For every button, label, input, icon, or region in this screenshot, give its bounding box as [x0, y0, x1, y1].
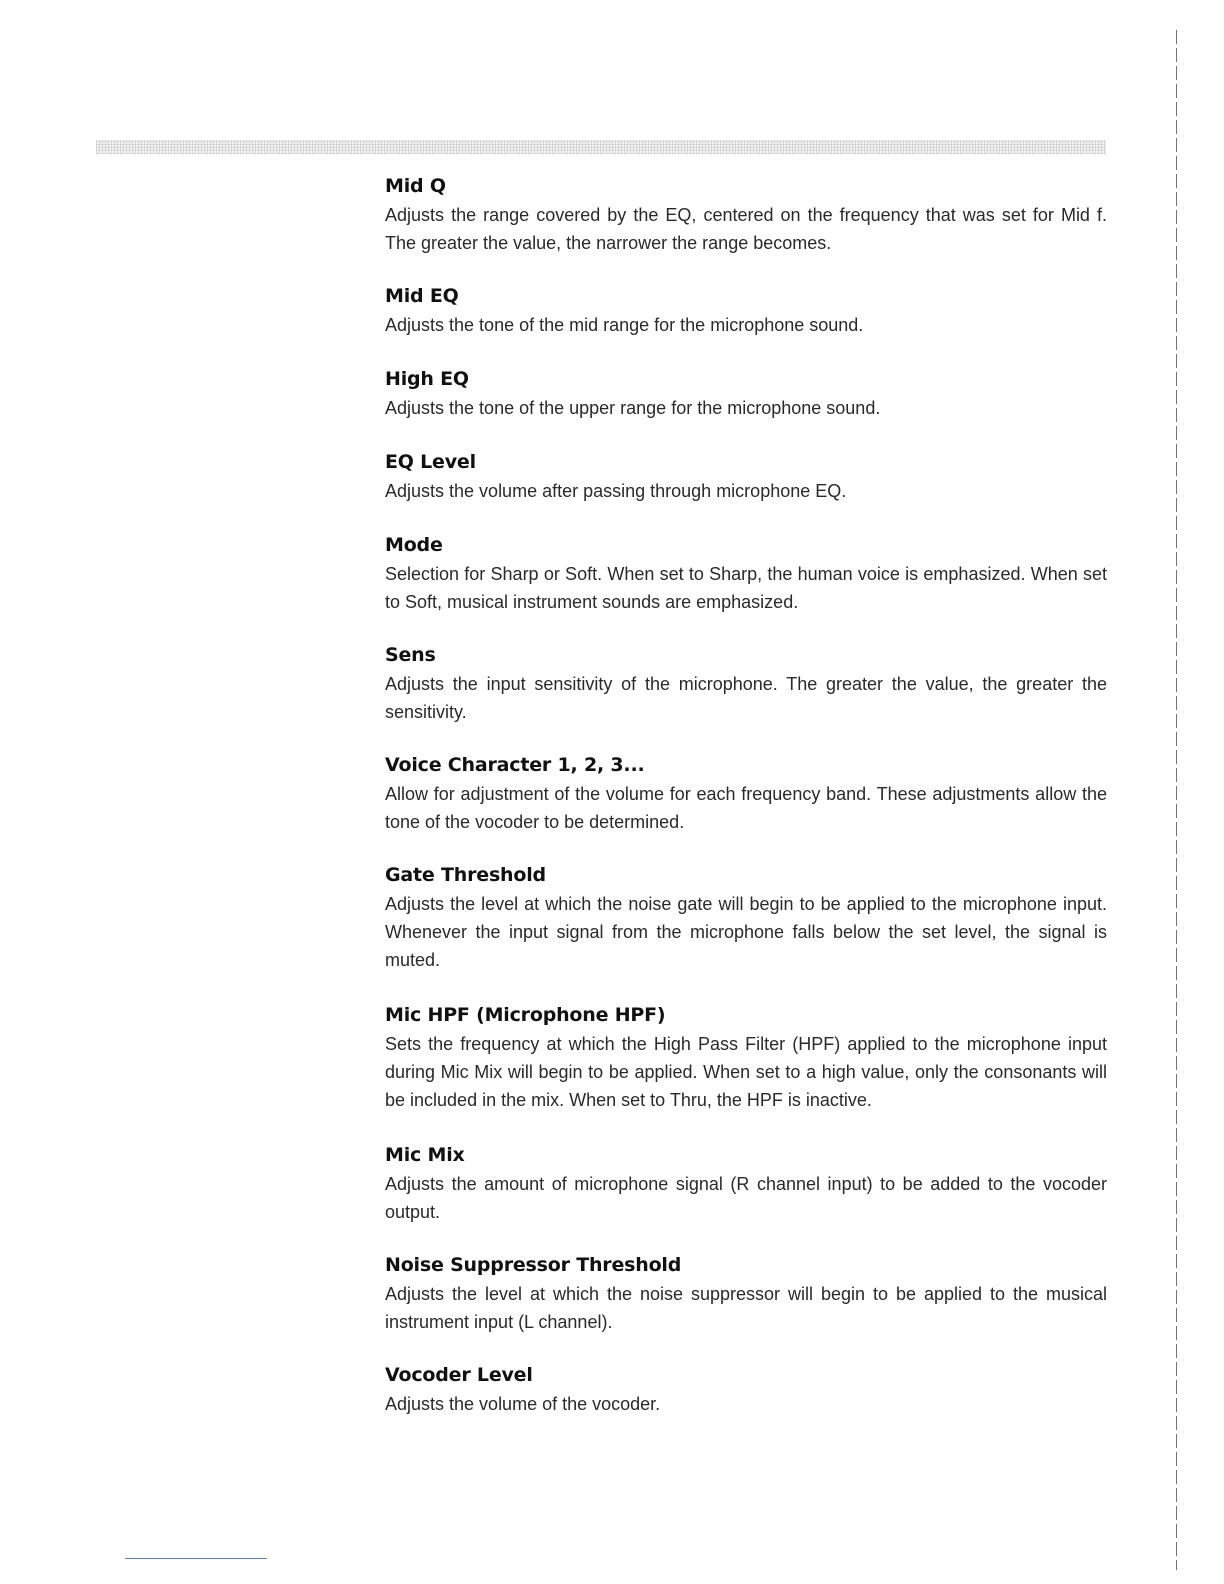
entry-title: High EQ: [385, 368, 469, 390]
entry-description: Selection for Sharp or Soft. When set to Sharp, the human voice is emphasized. When set to Soft, musical instrument sounds are emphasized.: [385, 564, 1107, 612]
entry-title: Vocoder Level: [385, 1364, 533, 1386]
entry-description: Adjusts the range covered by the EQ, centered on the frequency that was set for Mid f. The greater the value, the narrower the range becomes.: [385, 205, 1107, 253]
entry-description: Sets the frequency at which the High Pass Filter (HPF) applied to the microphone input during Mic Mix will begin to be applied. When set to a high value, only the consonants will be included in the mix. When set to Thru, the HPF is inactive.: [385, 1034, 1107, 1110]
entry-description: Adjusts the volume of the vocoder.: [385, 1394, 661, 1414]
entry-mic-mix: [385, 1143, 1107, 1253]
entry-high-eq: [385, 367, 1107, 450]
entry-voice-character: [385, 753, 1107, 863]
entry-description: Adjusts the tone of the mid range for the microphone sound.: [385, 315, 864, 335]
entry-eq-level: [385, 450, 1107, 533]
entry-title: Mode: [385, 534, 443, 556]
entry-description: Adjusts the volume after passing through microphone EQ.: [385, 481, 847, 501]
entry-description: Adjusts the amount of microphone signal (R channel input) to be added to the vocoder output.: [385, 1174, 1107, 1222]
entry-mode: [385, 533, 1107, 643]
entry-title: Mid EQ: [385, 285, 459, 307]
page-edge-shadow: [1176, 30, 1177, 1570]
header-rule: [96, 140, 1106, 154]
entry-title: Sens: [385, 644, 436, 666]
entry-description: Adjusts the input sensitivity of the microphone. The greater the value, the greater the sensitivity.: [385, 674, 1107, 722]
parameter-list: [385, 174, 1107, 1473]
entry-title: Mid Q: [385, 175, 446, 197]
entry-mid-eq: [385, 284, 1107, 367]
footer-rule: [125, 1558, 267, 1559]
entry-description: Adjusts the level at which the noise suppressor will begin to be applied to the musical instrument input (L channel).: [385, 1284, 1107, 1332]
entry-title: EQ Level: [385, 451, 476, 473]
entry-title: Mic Mix: [385, 1144, 465, 1166]
entry-title: Mic HPF (Microphone HPF): [385, 1004, 666, 1026]
entry-noise-suppressor-threshold: [385, 1253, 1107, 1363]
entry-vocoder-level: [385, 1363, 1107, 1473]
entry-description: Adjusts the level at which the noise gate will begin to be applied to the microphone input. Whenever the input signal from the microphone falls below the set level, the signal is muted.: [385, 894, 1107, 970]
entry-mic-hpf: [385, 1003, 1107, 1143]
entry-mid-q: [385, 174, 1107, 284]
entry-gate-threshold: [385, 863, 1107, 1003]
entry-title: Voice Character 1, 2, 3...: [385, 754, 645, 776]
entry-sens: [385, 643, 1107, 753]
entry-title: Gate Threshold: [385, 864, 546, 886]
entry-description: Allow for adjustment of the volume for each frequency band. These adjustments allow the tone of the vocoder to be determined.: [385, 784, 1107, 832]
entry-title: Noise Suppressor Threshold: [385, 1254, 682, 1276]
entry-description: Adjusts the tone of the upper range for the microphone sound.: [385, 398, 881, 418]
